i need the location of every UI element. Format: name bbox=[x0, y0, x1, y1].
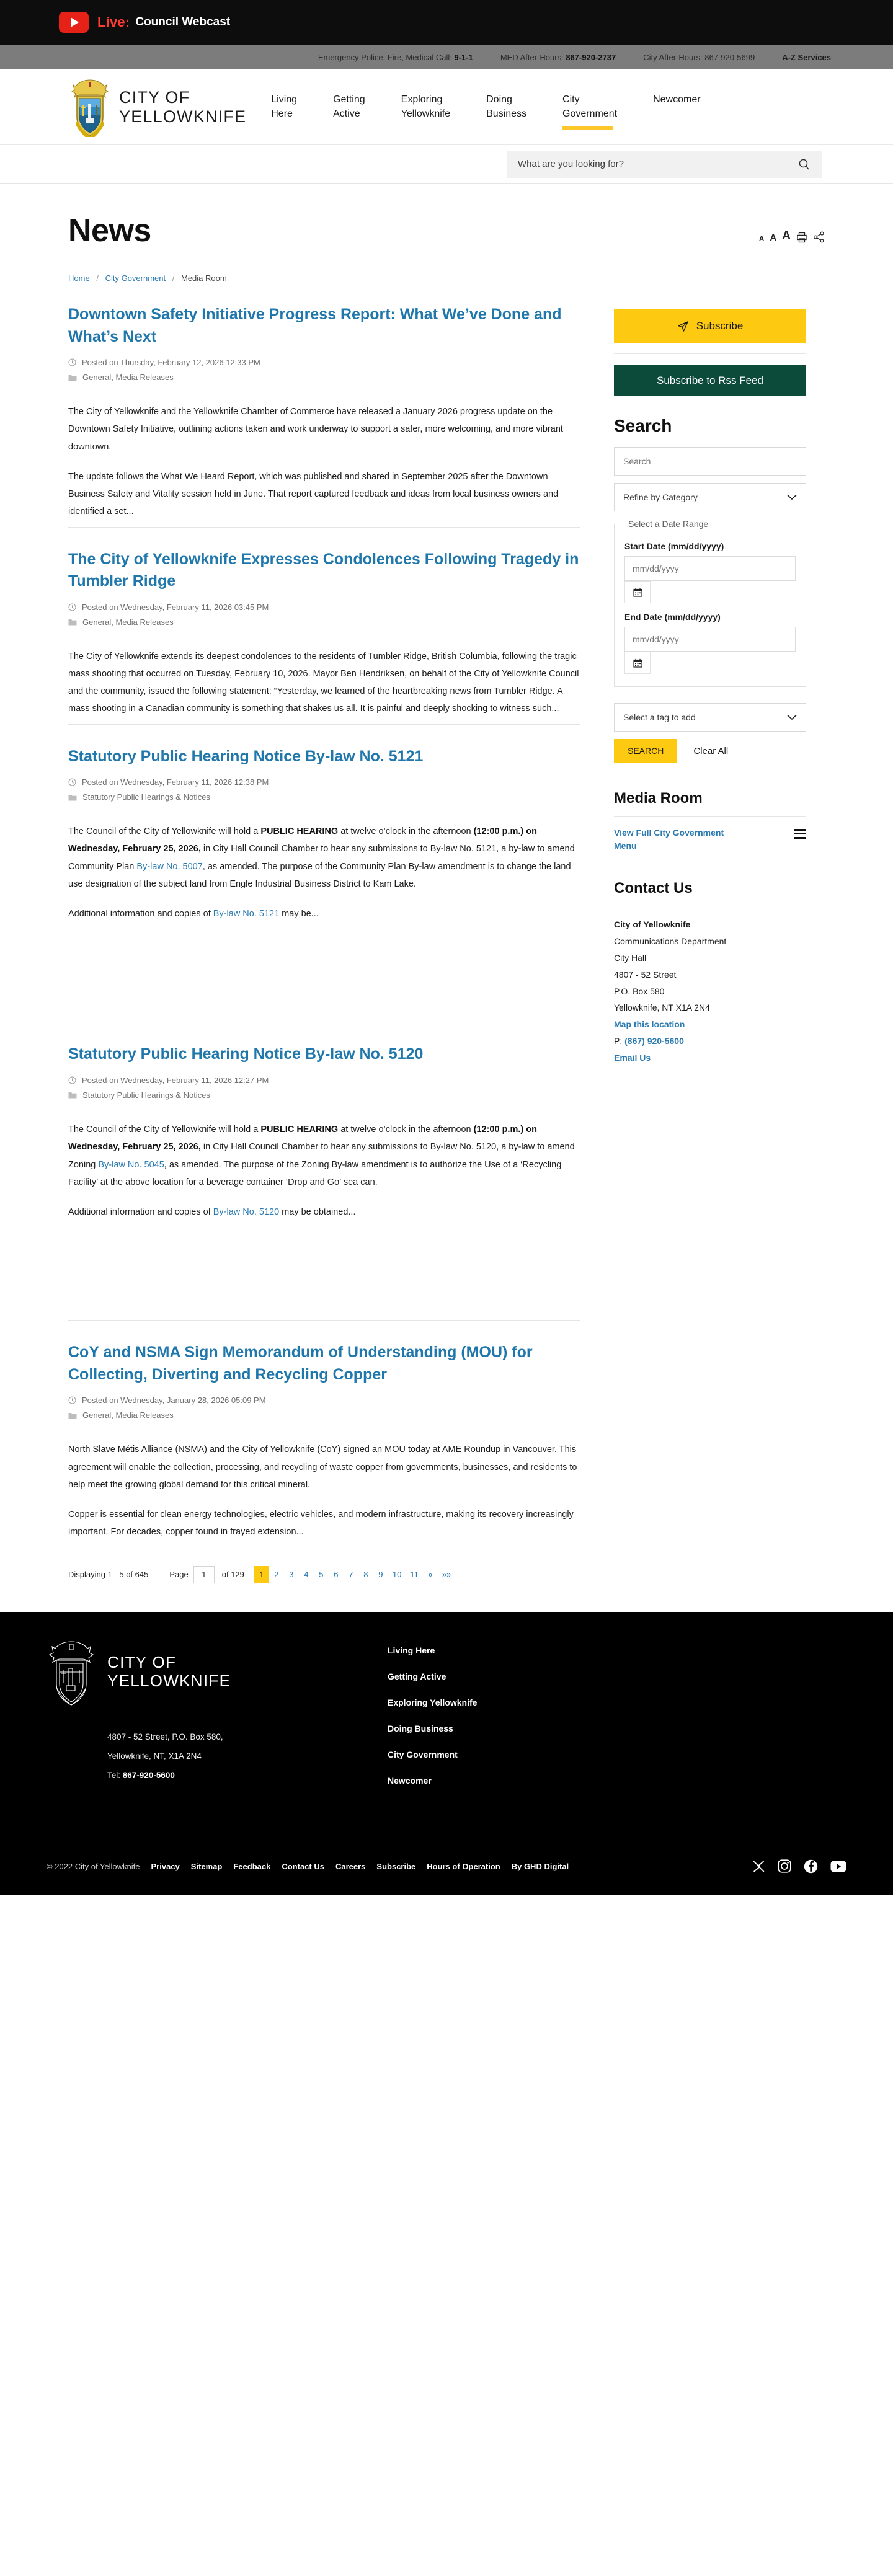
x-twitter-icon[interactable] bbox=[752, 1860, 765, 1873]
footer-link-subscribe[interactable]: Subscribe bbox=[376, 1861, 416, 1871]
city-after-hours bbox=[643, 53, 755, 62]
article-title[interactable]: The City of Yellowknife Expresses Condolences Following Tragedy in Tumbler Ridge bbox=[68, 550, 579, 590]
pagination-page-6[interactable]: 6 bbox=[334, 1570, 339, 1580]
chevron-down-icon bbox=[787, 714, 797, 720]
font-size-large-button[interactable]: A bbox=[782, 229, 791, 242]
text-fragment: at twelve o’clock in the afternoon bbox=[338, 1124, 474, 1135]
folder-icon bbox=[68, 618, 77, 626]
footer-address-line-2: Yellowknife, NT, X1A 2N4 bbox=[107, 1751, 202, 1761]
yellowknife-crest-outline-icon bbox=[47, 1638, 96, 1706]
article-paragraph bbox=[68, 823, 580, 893]
city-label: City After-Hours: bbox=[643, 52, 703, 62]
article-categories-meta bbox=[68, 617, 580, 627]
live-webcast-link[interactable]: Council Webcast bbox=[135, 15, 231, 29]
subscribe-button[interactable] bbox=[614, 309, 806, 343]
media-room-heading: Media Room bbox=[614, 790, 703, 807]
footer-nav-getting-active[interactable]: Getting Active bbox=[388, 1671, 446, 1681]
nav-item-getting-active[interactable] bbox=[333, 93, 365, 121]
nav-item-exploring-yellowknife[interactable] bbox=[401, 93, 450, 121]
breadcrumb bbox=[0, 262, 893, 283]
brand-line-1: CITY OF bbox=[119, 88, 190, 107]
site-logo[interactable] bbox=[69, 77, 246, 137]
text-fragment: The Council of the City of Yellowknife will hold a bbox=[68, 1124, 261, 1135]
site-footer bbox=[0, 1612, 893, 1895]
footer-bottom bbox=[47, 1839, 846, 1895]
contact-department: Communications Department bbox=[614, 936, 727, 946]
article-paragraph bbox=[68, 1121, 580, 1191]
article-excerpt bbox=[68, 1441, 580, 1541]
nav-label-line2: Government bbox=[562, 108, 618, 119]
clock-icon bbox=[68, 778, 76, 786]
font-size-small-button[interactable]: A bbox=[758, 234, 765, 243]
utility-bar bbox=[0, 45, 893, 69]
news-article bbox=[68, 304, 580, 527]
breadcrumb-item-media-room: Media Room bbox=[180, 273, 227, 283]
pagination-page-3[interactable]: 3 bbox=[289, 1570, 294, 1580]
nav-label-line1: Living bbox=[271, 94, 298, 105]
article-paragraph: Copper is essential for clean energy technologies, electric vehicles, and modern infrastructure, making its recovery increasingly important. For decades, copper found in frayed extension... bbox=[68, 1510, 574, 1538]
nav-label-line1: Getting bbox=[333, 94, 365, 105]
footer-link-careers[interactable]: Careers bbox=[335, 1861, 366, 1871]
article-categories[interactable]: General, Media Releases bbox=[82, 617, 174, 627]
start-date-label: Start Date (mm/dd/yyyy) bbox=[624, 541, 724, 551]
print-icon[interactable] bbox=[796, 232, 807, 243]
article-title[interactable]: CoY and NSMA Sign Memorandum of Understanding (MOU) for Collecting, Diverting and Recycling Copper bbox=[68, 1343, 533, 1383]
article-excerpt bbox=[68, 1121, 580, 1221]
phone-prefix: P: bbox=[614, 1036, 623, 1047]
footer-link-by-ghd-digital[interactable]: By GHD Digital bbox=[511, 1861, 569, 1871]
public-hearing-emphasis: PUBLIC HEARING bbox=[260, 826, 339, 837]
sidebar-search-input[interactable] bbox=[614, 447, 806, 476]
clock-icon bbox=[68, 358, 76, 366]
map-this-location-link[interactable]: Map this location bbox=[614, 1019, 685, 1030]
pagination-next-button[interactable]: » bbox=[428, 1570, 433, 1580]
hamburger-menu-icon[interactable] bbox=[794, 826, 806, 839]
sidebar-search-button[interactable]: SEARCH bbox=[614, 739, 677, 763]
pagination-page-2[interactable]: 2 bbox=[274, 1570, 279, 1580]
map-this-location-row bbox=[614, 1016, 806, 1033]
view-full-city-government-menu-link[interactable]: View Full City Government Menu bbox=[614, 828, 724, 851]
contact-po-box: P.O. Box 580 bbox=[614, 986, 665, 996]
search-actions bbox=[614, 739, 806, 763]
sidebar-search-heading: Search bbox=[614, 416, 672, 435]
pagination-page-input[interactable] bbox=[193, 1566, 215, 1583]
article-paragraph: The update follows the What We Heard Report, which was published and shared in September 2025 after the Downtown Business Safety and Vitality session held in June. That report captured feedback and ideas from local business owners and identified a set... bbox=[68, 471, 559, 517]
footer-copyright: © 2022 City of Yellowknife bbox=[47, 1861, 140, 1871]
article-posted-date: Posted on Wednesday, February 11, 2026 03:45 PM bbox=[82, 602, 269, 612]
start-date-calendar-button[interactable] bbox=[624, 581, 651, 603]
text-fragment: in City Hall Council Chamber to hear any submissions to By-law No. 5121, a by-law to amend Community Plan bbox=[68, 844, 575, 872]
article-title[interactable]: Statutory Public Hearing Notice By-law No. 5121 bbox=[68, 747, 424, 765]
footer-social-links bbox=[752, 1859, 846, 1874]
article-categories[interactable]: Statutory Public Hearings & Notices bbox=[82, 1090, 210, 1100]
pagination-displaying-text: Displaying 1 - 5 of 645 bbox=[68, 1570, 149, 1580]
calendar-icon bbox=[633, 588, 642, 597]
media-room-divider bbox=[614, 816, 806, 817]
bylaw-5045-link[interactable]: By-law No. 5045 bbox=[98, 1159, 164, 1170]
footer-address bbox=[47, 1727, 357, 1785]
page-layout bbox=[0, 283, 893, 1547]
start-date-input[interactable] bbox=[624, 556, 796, 581]
text-fragment: Additional information and copies of bbox=[68, 1207, 213, 1218]
footer-link-feedback[interactable]: Feedback bbox=[233, 1861, 271, 1871]
end-date-input[interactable] bbox=[624, 627, 796, 652]
text-fragment: in City Hall Council Chamber to hear any submissions to By-law No. 5120, a by-law to amend Zoning bbox=[68, 1142, 575, 1170]
pagination-page-11[interactable]: 11 bbox=[410, 1570, 419, 1580]
youtube-play-icon bbox=[59, 12, 89, 33]
nav-label-line2: Active bbox=[333, 108, 360, 119]
text-fragment: , as amended. The purpose of the Community Plan By-law amendment is to change the land use designation of the subject land from Engle Industrial Business District to Kam Lake. bbox=[68, 861, 571, 889]
article-categories-meta bbox=[68, 1410, 580, 1420]
text-fragment: Additional information and copies of bbox=[68, 909, 213, 919]
article-title[interactable]: Statutory Public Hearing Notice By-law No. 5120 bbox=[68, 1045, 424, 1063]
public-hearing-emphasis: PUBLIC HEARING bbox=[260, 1124, 339, 1135]
end-date-calendar-button[interactable] bbox=[624, 652, 651, 674]
footer-link-hours-of-operation[interactable]: Hours of Operation bbox=[427, 1861, 500, 1871]
footer-nav-newcomer[interactable]: Newcomer bbox=[388, 1775, 432, 1786]
pagination-page-list bbox=[254, 1566, 455, 1583]
article-excerpt bbox=[68, 648, 580, 718]
sidebar bbox=[614, 304, 806, 1066]
live-label: Live: bbox=[97, 14, 130, 30]
contact-us-heading: Contact Us bbox=[614, 880, 693, 896]
pagination-last-button[interactable]: »» bbox=[442, 1570, 451, 1580]
youtube-icon[interactable] bbox=[830, 1861, 846, 1872]
footer-tel-link[interactable]: 867-920-5600 bbox=[122, 1770, 175, 1780]
article-posted-date: Posted on Wednesday, February 11, 2026 12:27 PM bbox=[82, 1075, 269, 1085]
pagination-page-9[interactable]: 9 bbox=[378, 1570, 383, 1580]
contact-street: 4807 - 52 Street bbox=[614, 969, 677, 980]
footer-brand bbox=[47, 1638, 357, 1802]
breadcrumb-separator: / bbox=[172, 273, 175, 283]
footer-nav-exploring-yellowknife[interactable]: Exploring Yellowknife bbox=[388, 1697, 478, 1707]
city-number[interactable]: 867-920-5699 bbox=[704, 52, 755, 62]
bylaw-5007-link[interactable]: By-law No. 5007 bbox=[136, 861, 203, 872]
footer-link-privacy[interactable]: Privacy bbox=[151, 1861, 180, 1871]
brand-line-2: YELLOWKNIFE bbox=[119, 107, 247, 126]
bylaw-5120-link[interactable]: By-law No. 5120 bbox=[213, 1207, 280, 1218]
folder-icon bbox=[68, 794, 77, 801]
breadcrumb-separator: / bbox=[96, 273, 99, 283]
page-header bbox=[0, 184, 893, 249]
pagination-page-5[interactable]: 5 bbox=[319, 1570, 324, 1580]
site-header bbox=[0, 69, 893, 145]
article-categories[interactable]: Statutory Public Hearings & Notices bbox=[82, 792, 210, 802]
article-posted-date: Posted on Thursday, February 12, 2026 12:33 PM bbox=[82, 358, 260, 367]
text-fragment: may be... bbox=[279, 909, 319, 919]
footer-link-contact-us[interactable]: Contact Us bbox=[282, 1861, 324, 1871]
nav-item-city-government[interactable] bbox=[562, 93, 617, 121]
clock-icon bbox=[68, 603, 76, 611]
nav-item-living-here[interactable] bbox=[271, 93, 297, 121]
page-title: News bbox=[68, 213, 151, 249]
text-fragment: The Council of the City of Yellowknife will hold a bbox=[68, 826, 261, 837]
nav-label-line1: Exploring bbox=[401, 94, 443, 105]
az-services-link[interactable]: A-Z Services bbox=[782, 52, 831, 62]
nav-label-line2: Business bbox=[486, 108, 527, 119]
search-input[interactable] bbox=[518, 159, 798, 169]
pagination bbox=[68, 1551, 825, 1583]
contact-phone-link[interactable]: (867) 920-5600 bbox=[624, 1036, 684, 1047]
article-paragraph: North Slave Métis Alliance (NSMA) and the City of Yellowknife (CoY) signed an MOU today at AME Roundup in Vancouver. This agreement will enable the collection, processing, and recycling of waste copper from governments, businesses, and residents to help meet the growing global demand for this critical mineral. bbox=[68, 1445, 577, 1490]
rss-subscribe-button[interactable] bbox=[614, 365, 806, 396]
pagination-page-1[interactable]: 1 bbox=[254, 1566, 269, 1583]
brand-wordmark bbox=[119, 88, 246, 125]
bylaw-5121-link[interactable]: By-law No. 5121 bbox=[213, 909, 280, 919]
article-categories-meta bbox=[68, 373, 580, 382]
yellowknife-crest-icon bbox=[69, 77, 110, 137]
footer-link-sitemap[interactable]: Sitemap bbox=[190, 1861, 223, 1871]
subscribe-label: Subscribe bbox=[696, 320, 744, 332]
pagination-page-8[interactable]: 8 bbox=[363, 1570, 368, 1580]
emergency-number[interactable]: 9-1-1 bbox=[454, 52, 473, 62]
footer-tel-row bbox=[107, 1766, 357, 1785]
breadcrumb-item-city-government[interactable]: City Government bbox=[105, 273, 166, 283]
article-paragraph: The City of Yellowknife extends its deepest condolences to the residents of Tumbler Ridge, British Columbia, following the tragic mass shooting that occurred on Tuesday, February 10, 2026. Mayor Ben Hendriksen, on behalf of the City of Yellowknife Council and the community, issued the following statement: “Yesterday, we learned of the heartbreaking news from Tumbler Ridge. A mass shooting in a Canadian community is something that shakes us all. It is painful and deeply shocking to witness such... bbox=[68, 651, 579, 714]
sidebar-divider bbox=[614, 353, 806, 354]
font-size-medium-button[interactable]: A bbox=[770, 232, 777, 243]
footer-address-line-1: 4807 - 52 Street, P.O. Box 580, bbox=[107, 1732, 223, 1742]
article-posted-meta bbox=[68, 1396, 580, 1405]
nav-label-line1: Doing bbox=[486, 94, 512, 105]
site-search-bar bbox=[0, 145, 893, 184]
footer-nav-living-here[interactable]: Living Here bbox=[388, 1645, 435, 1655]
email-us-row bbox=[614, 1050, 806, 1066]
footer-nav-city-government[interactable]: City Government bbox=[388, 1749, 458, 1759]
text-fragment: may be obtained... bbox=[279, 1207, 356, 1218]
pagination-page-7[interactable]: 7 bbox=[349, 1570, 353, 1580]
pagination-page-10[interactable]: 10 bbox=[392, 1570, 402, 1580]
article-categories[interactable]: General, Media Releases bbox=[82, 373, 174, 382]
article-categories-meta bbox=[68, 792, 580, 802]
footer-wordmark bbox=[107, 1653, 231, 1691]
refine-by-category-select[interactable] bbox=[614, 483, 806, 511]
hearing-datetime-emphasis: (12:00 p.m.) on Wednesday, February 25, 2026, bbox=[68, 1124, 537, 1153]
main-navigation bbox=[271, 93, 700, 121]
article-paragraph bbox=[68, 1203, 580, 1221]
article-paragraph: The City of Yellowknife and the Yellowknife Chamber of Commerce have released a January 2026 progress update on the Downtown Safety Initiative, outlining actions taken and work underway to support a safer, more welcoming, and more vibrant downtown. bbox=[68, 407, 563, 452]
tag-select[interactable] bbox=[614, 703, 806, 732]
nav-label-line1: Newcomer bbox=[653, 94, 701, 105]
clear-all-button[interactable]: Clear All bbox=[693, 745, 729, 756]
article-posted-meta bbox=[68, 1076, 580, 1085]
footer-tel-label: Tel: bbox=[107, 1770, 121, 1780]
folder-icon bbox=[68, 374, 77, 381]
news-list bbox=[68, 304, 614, 1547]
folder-icon bbox=[68, 1412, 77, 1419]
news-article bbox=[68, 1320, 580, 1547]
footer-top bbox=[47, 1638, 846, 1839]
breadcrumb-item-home[interactable]: Home bbox=[68, 273, 90, 283]
contact-phone-row bbox=[614, 1033, 806, 1050]
article-paragraph bbox=[68, 905, 580, 923]
med-number[interactable]: 867-920-2737 bbox=[566, 52, 616, 62]
category-select-label: Refine by Category bbox=[623, 492, 698, 502]
article-title[interactable]: Downtown Safety Initiative Progress Report: What We’ve Done and What’s Next bbox=[68, 306, 562, 345]
date-range-fieldset bbox=[614, 519, 806, 687]
pagination-page-label: Page bbox=[169, 1570, 189, 1580]
clock-icon bbox=[68, 1396, 76, 1404]
nav-item-newcomer[interactable] bbox=[653, 93, 700, 121]
end-date-label: End Date (mm/dd/yyyy) bbox=[624, 612, 721, 622]
page-tools bbox=[759, 229, 825, 249]
article-media-spacer bbox=[68, 923, 580, 1016]
article-posted-meta bbox=[68, 358, 580, 367]
contact-city-postal: Yellowknife, NT X1A 2N4 bbox=[614, 1003, 710, 1013]
footer-navigation bbox=[357, 1638, 477, 1802]
folder-icon bbox=[68, 1091, 77, 1099]
text-fragment: , as amended. The purpose of the Zoning By-law amendment is to authorize the Use of a ‘Recycling Facility’ at the above location for a beverage container ‘Drop and Go’ sea can. bbox=[68, 1159, 562, 1187]
news-article bbox=[68, 1022, 580, 1320]
facebook-icon[interactable] bbox=[804, 1859, 818, 1874]
article-posted-date: Posted on Wednesday, January 28, 2026 05:09 PM bbox=[82, 1396, 266, 1405]
date-range-legend: Select a Date Range bbox=[628, 519, 709, 529]
footer-brand-line-2: YELLOWKNIFE bbox=[107, 1671, 231, 1690]
news-article bbox=[68, 527, 580, 724]
footer-legal-links bbox=[47, 1862, 580, 1871]
text-fragment: at twelve o’clock in the afternoon bbox=[338, 826, 474, 837]
tag-select-label: Select a tag to add bbox=[623, 712, 696, 722]
footer-brand-line-1: CITY OF bbox=[107, 1652, 177, 1671]
article-categories[interactable]: General, Media Releases bbox=[82, 1410, 174, 1420]
nav-label-line2: Here bbox=[271, 108, 293, 119]
contact-org-name: City of Yellowknife bbox=[614, 919, 691, 929]
med-after-hours bbox=[500, 53, 616, 62]
calendar-icon bbox=[633, 658, 642, 668]
article-posted-date: Posted on Wednesday, February 11, 2026 12:38 PM bbox=[82, 777, 269, 787]
footer-nav-doing-business[interactable]: Doing Business bbox=[388, 1723, 453, 1733]
pagination-page-4[interactable]: 4 bbox=[304, 1570, 309, 1580]
share-icon[interactable] bbox=[813, 231, 825, 243]
nav-label-line1: City bbox=[562, 94, 580, 105]
article-posted-meta bbox=[68, 603, 580, 612]
instagram-icon[interactable] bbox=[778, 1859, 791, 1873]
nav-item-doing-business[interactable] bbox=[486, 93, 526, 121]
article-excerpt bbox=[68, 823, 580, 923]
hearing-datetime-emphasis: (12:00 p.m.) on Wednesday, February 25, 2026, bbox=[68, 826, 537, 854]
med-label: MED After-Hours: bbox=[500, 52, 564, 62]
emergency-contact bbox=[318, 53, 473, 62]
pagination-total-pages: of 129 bbox=[221, 1570, 244, 1580]
article-media-spacer bbox=[68, 1221, 580, 1314]
emergency-label: Emergency Police, Fire, Medical Call: bbox=[318, 52, 452, 62]
article-posted-meta bbox=[68, 777, 580, 787]
news-article bbox=[68, 724, 580, 1022]
live-webcast-bar[interactable] bbox=[0, 0, 893, 45]
paper-plane-icon bbox=[677, 321, 689, 332]
clock-icon bbox=[68, 1076, 76, 1084]
nav-label-line2: Yellowknife bbox=[401, 108, 451, 119]
email-us-link[interactable]: Email Us bbox=[614, 1053, 651, 1063]
article-categories-meta bbox=[68, 1091, 580, 1100]
search-icon[interactable] bbox=[798, 158, 811, 170]
contact-building: City Hall bbox=[614, 952, 647, 963]
full-menu-row bbox=[614, 826, 806, 852]
article-excerpt bbox=[68, 403, 580, 521]
chevron-down-icon bbox=[787, 494, 797, 500]
search-box[interactable] bbox=[507, 151, 822, 178]
rss-label: Subscribe to Rss Feed bbox=[657, 374, 763, 386]
footer-logo[interactable] bbox=[47, 1638, 357, 1706]
